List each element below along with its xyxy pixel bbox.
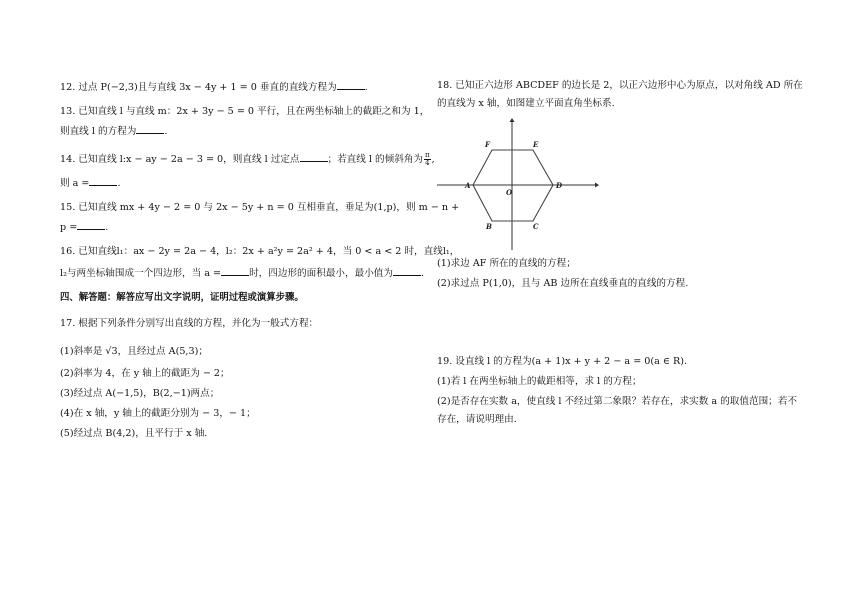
question-17-part-1: (1)斜率是 √3，且经过点 A(5,3)； <box>60 346 208 357</box>
answer-blank[interactable] <box>393 266 421 276</box>
question-17-part-5: (5)经过点 B(4,2)，且平行于 x 轴. <box>60 428 208 439</box>
section-heading: 四、解答题：解答应写出文字说明，证明过程或演算步骤。 <box>60 292 304 303</box>
question-15-line2: p = . <box>60 222 109 233</box>
hexagon-figure <box>437 118 599 252</box>
question-17-part-2: (2)斜率为 4，在 y 轴上的截距为 − 2； <box>60 368 230 379</box>
question-19: 19. 设直线 l 的方程为(a + 1)x + y + 2 − a = 0(a ∈ R). <box>437 356 688 367</box>
question-17-part-3: (3)经过点 A(−1,5)，B(2,−1)两点； <box>60 388 220 399</box>
answer-blank[interactable] <box>221 266 249 276</box>
question-17: 17. 根据下列条件分别写出直线的方程，并化为一般式方程： <box>60 318 319 329</box>
question-18-part-1: (1)求边 AF 所在的直线的方程； <box>437 258 576 269</box>
label-F: F <box>485 140 490 149</box>
question-19-part-3: 存在，请说明理由. <box>437 414 517 425</box>
x-axis-arrow <box>595 183 599 188</box>
question-18-part-2: (2)求过点 P(1,0)，且与 AB 边所在直线垂直的直线的方程. <box>437 278 689 289</box>
y-axis-arrow <box>510 118 515 122</box>
question-12-text: 12. 过点 P(−2,3)且与直线 3x − 4y + 1 = 0 垂直的直线方程为 <box>60 82 337 93</box>
question-19-part-2: (2)是否存在实数 a，使直线 l 不经过第二象限？若存在，求实数 a 的取值范围；若不 <box>437 396 797 407</box>
answer-blank[interactable] <box>77 220 105 230</box>
label-A: A <box>465 181 471 190</box>
question-19-part-1: (1)若 l 在两坐标轴上的截距相等，求 l 的方程； <box>437 376 642 387</box>
label-E: E <box>533 140 539 149</box>
question-14-line1: 14. 已知直线 l:x − ay − 2a − 3 = 0，则直线 l 过定点 ；若直线 l 的倾斜角为 $\frac{\pi}{4}$ , <box>60 151 435 167</box>
label-O: O <box>506 188 513 197</box>
question-15-line1: 15. 已知直线 mx + 4y − 2 = 0 与 2x − 5y + n = 0 互相垂直，垂足为(1,p)，则 m − n + <box>60 202 460 213</box>
answer-blank[interactable] <box>337 80 365 90</box>
question-13-line2: 则直线 l 的方程为 . <box>60 126 168 137</box>
label-B: B <box>486 222 492 231</box>
pi-over-4-fraction: $\frac{\pi}{4}$ <box>425 151 430 167</box>
question-16-line2: l₂与两坐标轴围成一个四边形，当 a = 时，四边形的面积最小，最小值为 . <box>60 268 425 279</box>
answer-blank[interactable] <box>89 176 117 186</box>
question-17-part-4: (4)在 x 轴，y 轴上的截距分别为 − 3，− 1； <box>60 408 256 419</box>
question-16-line1: 16. 已知直线l₁：ax − 2y = 2a − 4，l₂：2x + a²y = 2a² + 4，当 0 < a < 2 时，直线l₁， <box>60 246 460 257</box>
answer-blank[interactable] <box>300 152 328 162</box>
question-18-line2: 的直线为 x 轴，如图建立平面直角坐标系. <box>437 98 615 109</box>
question-13-line1: 13. 已知直线 l 与直线 m：2x + 3y − 5 = 0 平行，且在两坐标轴上的截距之和为 1， <box>60 106 430 117</box>
question-14-line2: 则 a = . <box>60 178 121 189</box>
question-12: 12. 过点 P(−2,3)且与直线 3x − 4y + 1 = 0 垂直的直线方程为 . <box>60 82 368 93</box>
label-C: C <box>533 222 539 231</box>
question-18-line1: 18. 已知正六边形 ABCDEF 的边长是 2，以正六边形中心为原点，以对角线 AD 所在 <box>437 80 803 91</box>
label-D: D <box>556 181 563 190</box>
answer-blank[interactable] <box>136 124 164 134</box>
